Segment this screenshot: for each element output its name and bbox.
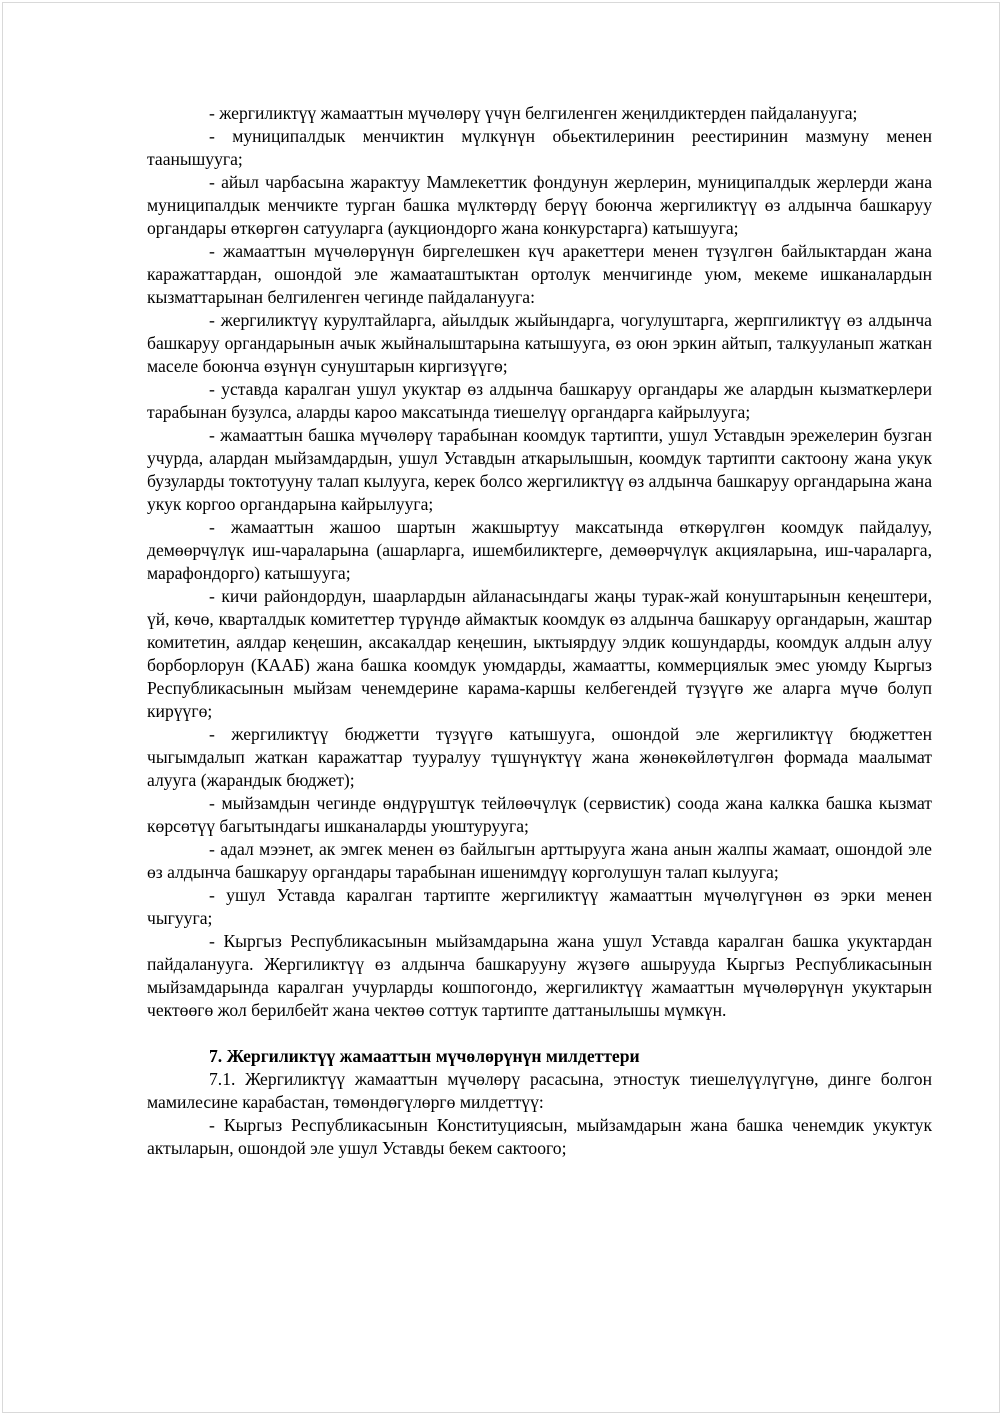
- section-paragraph: - Кыргыз Республикасынын Конституциясын, мыйзамдарын жана башка ченемдик укуктук актыларын, ошондой эле ушул Уставды бекем сактоого;: [147, 1115, 932, 1158]
- section-paragraph: 7.1. Жергиликтүү жамааттын мүчөлөрү расасына, этностук тиешелүүлүгүнө, динге болгон мамилесине карабастан, төмөндөгүлөргө милдеттүү:: [147, 1069, 932, 1112]
- document-page: [2, 2, 1000, 1413]
- paragraph: - жергиликтүү бюджетти түзүүгө катышууга, ошондой эле жергиликтүү бюджеттен чыгымдалып жаткан каражаттар тууралуу түшүнүктүү жана жөнөкөйлөтүлгөн формада маалымат алууга (жарандык бюджет);: [147, 724, 932, 790]
- paragraph: - муниципалдык менчиктин мүлкүнүн обьектилеринин реестиринин мазмуну менен таанышууга;: [147, 126, 932, 169]
- paragraph: - жамааттын мүчөлөрүнүн биргелешкен күч аракеттери менен түзүлгөн байлыктардан жана каражаттардан, ошондой эле жамааташтыктан ортолук менчигинде уюм, мекеме ишканалардын кызматтарынан белгиленген чегинде пайдаланууга:: [147, 241, 932, 307]
- paragraph: - мыйзамдын чегинде өндүрүштүк тейлөөчүлүк (сервистик) соода жана калкка башка кызмат көрсөтүү багытындагы ишканаларды уюштурууга;: [147, 793, 932, 836]
- paragraph: - жамааттын башка мүчөлөрү тарабынан коомдук тартипти, ушул Уставдын эрежелерин бузган учурда, алардан мыйзамдардын, ушул Уставдын аткарылышын, коомдук тартипти сактоону жана укук бузуларды токтотууну талап кылууга, керек болсо жергиликтүү өз алдынча башкаруу органдарына жана укук коргоо органдарына кайрылууга;: [147, 425, 932, 514]
- paragraph: - уставда каралган ушул укуктар өз алдынча башкаруу органдары же алардын кызматкерлери тарабынан бузулса, аларды кароо максатында тиешелүү органдарга кайрылууга;: [147, 379, 932, 422]
- paragraph: - жергиликтүү жамааттын мүчөлөрү үчүн белгиленген жеңилдиктерден пайдаланууга;: [209, 103, 858, 123]
- paragraph: - адал мээнет, ак эмгек менен өз байлыгын арттырууга жана анын жалпы жамаат, ошондой эле өз алдынча башкаруу органдары тарабынан ишенимдүү корголушун талап кылууга;: [147, 839, 932, 882]
- paragraph: - ушул Уставда каралган тартипте жергиликтүү жамааттын мүчөлүгүнөн өз эрки менен чыгууга;: [147, 885, 932, 928]
- document-body: [147, 102, 932, 1160]
- section-heading: 7. Жергиликтүү жамааттын мүчөлөрүнүн милдеттери: [209, 1046, 640, 1066]
- paragraph: - айыл чарбасына жарактуу Мамлекеттик фондунун жерлерин, муниципалдык жерлерди жана муниципалдык менчикте турган башка мүлктөрдү берүү боюнча жергиликтүү өз алдынча башкаруу органдары өткөргөн сатууларга (аукциондорго жана конкурстарга) катышууга;: [147, 172, 932, 238]
- paragraph: - Кыргыз Республикасынын мыйзамдарына жана ушул Уставда каралган башка укуктардан пайдаланууга. Жергиликтүү өз алдынча башкарууну жүзөгө ашырууда Кыргыз Республикасынын мыйзамдарында каралган учурларды кошпогондо, жергиликтүү жамааттын мүчөлөрүнүн укуктарын чектөөгө жол берилбейт жана чектөө соттук тартипте даттанылышы мүмкүн.: [147, 931, 932, 1020]
- paragraph: - жамааттын жашоо шартын жакшыртуу максатында өткөрүлгөн коомдук пайдалуу, демөөрчүлүк иш-чараларына (ашарларга, ишембиликтерге, демөөрчүлүк акцияларына, иш-чараларга, марафондорго) катышууга;: [147, 517, 932, 583]
- paragraph: - кичи райондордун, шаарлардын айланасындагы жаңы турак-жай конуштарынын кеңештери, үй, көчө, кварталдык комитеттер түрүндө аймактык коомдук өз алдынча башкаруу органдарын, жаштар комитетин, аялдар кеңешин, аксакалдар кеңешин, ыктыярдуу элдик кошундарды, коомдук алдын алуу борборлорун (КААБ) жана башка коомдук уюмдарды, жамаатты, коммерциялык эмес уюмду Кыргыз Республикасынын мыйзам ченемдерине карама-каршы келбегендей түзүүгө же аларга мүчө болуп кирүүгө;: [147, 586, 932, 721]
- paragraph: - жергиликтүү курултайларга, айылдык жыйындарга, чогулуштарга, жерпгиликтүү өз алдынча башкаруу органдарынын ачык жыйналыштарына катышууга, өз оюн эркин айтып, талкууланып жаткан маселе боюнча өзүнүн сунуштарын киргизүүгө;: [147, 310, 932, 376]
